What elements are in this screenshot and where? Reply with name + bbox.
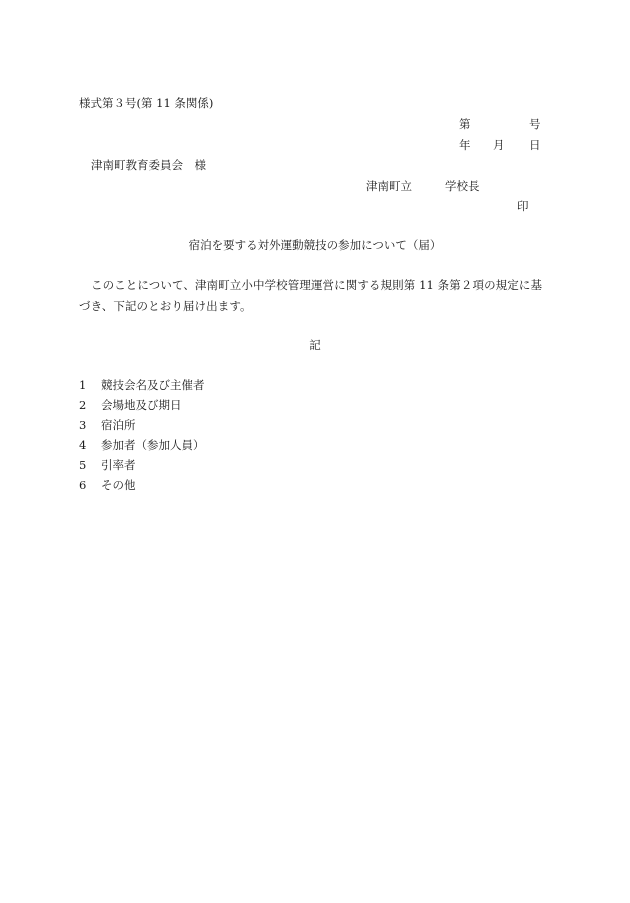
list-item (79, 375, 205, 395)
list-item (79, 395, 205, 415)
date-month-label: 月 (493, 138, 505, 152)
ki-heading: 記 (309, 338, 321, 352)
list-item (79, 435, 205, 455)
item-label: 参加者（参加人員） (101, 438, 205, 452)
item-label: 引率者 (101, 458, 136, 472)
addressee: 津南町教育委員会 様 (91, 158, 206, 172)
item-label: その他 (101, 478, 136, 492)
item-list (79, 375, 205, 495)
item-label: 宿泊所 (101, 418, 136, 432)
item-number: 6 (79, 478, 87, 492)
seal-mark: 印 (517, 199, 529, 213)
document-subject: 宿泊を要する対外運動競技の参加について（届） (188, 238, 442, 252)
item-number: 1 (79, 378, 87, 392)
list-item (79, 475, 205, 495)
sender-principal-title: 学校長 (445, 179, 480, 193)
item-number: 2 (79, 398, 87, 412)
sender-school-prefix: 津南町立 (366, 179, 412, 193)
item-number: 3 (79, 418, 87, 432)
item-number: 4 (79, 438, 87, 452)
list-item (79, 415, 205, 435)
doc-number-suffix: 号 (529, 117, 541, 131)
date-year-label: 年 (459, 138, 471, 152)
form-number: 様式第３号(第 11 条関係) (79, 96, 214, 110)
list-item (79, 455, 205, 475)
item-number: 5 (79, 458, 87, 472)
body-paragraph: このことについて、津南町立小中学校管理運営に関する規則第 11 条第２項の規定に基づき、下記のとおり届け出ます。 (79, 278, 543, 313)
item-label: 競技会名及び主催者 (101, 378, 205, 392)
date-day-label: 日 (529, 138, 541, 152)
item-label: 会場地及び期日 (101, 398, 182, 412)
doc-number-prefix: 第 (459, 117, 471, 131)
